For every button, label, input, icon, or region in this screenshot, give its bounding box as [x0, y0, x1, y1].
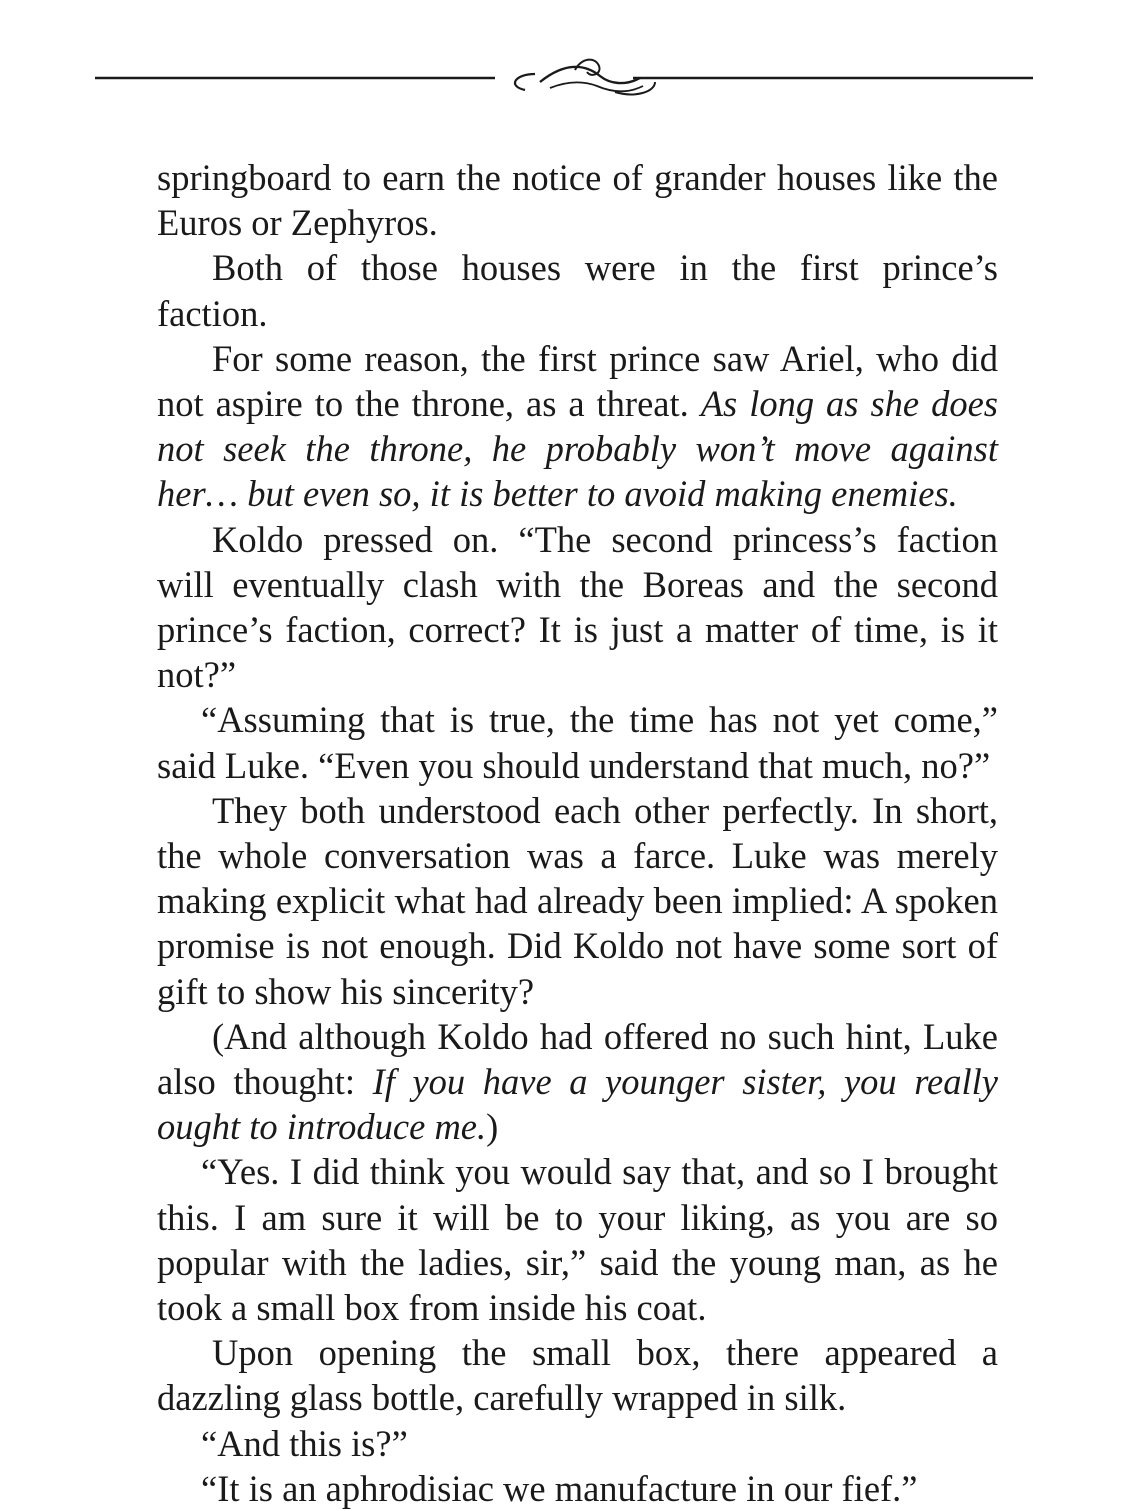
paragraph-text: “Yes. I did think you would say that, and so I brought this. I am sure it will be to your liking, as you are so popular with the ladies, sir,” said the young man, as he took a small box from inside his coat. — [157, 1151, 998, 1329]
paragraph — [157, 517, 998, 698]
paragraph-text: “It is an aphrodisiac we manufacture in our fief.” — [201, 1467, 918, 1509]
italic-thought: As long as she does not seek the throne, he probably won’t move against her… but even so, it is better to avoid making enemies. — [157, 383, 998, 515]
ornamental-divider — [95, 52, 1033, 104]
paragraph-text: springboard to earn the notice of grander houses like the Euros or Zephyros. — [157, 157, 998, 244]
paragraph-text: They both understood each other perfectly. In short, the whole conversation was a farce. Luke was merely making explicit what had already been implied: A spoken promise is not enough. Did Koldo not have some sort of gift to show his sincerity? — [157, 789, 998, 1012]
paragraph-text: (And although Koldo had offered no such hint, Luke also thought: — [157, 1015, 998, 1103]
paragraph — [157, 788, 998, 1014]
italic-thought: If you have a younger sister, you really ought to introduce me. — [157, 1061, 998, 1148]
paragraph-text: Upon opening the small box, there appeared a dazzling glass bottle, carefully wrapped in silk. — [157, 1332, 998, 1419]
paragraph — [157, 1466, 998, 1511]
paragraph — [157, 1330, 998, 1420]
paragraph — [157, 155, 998, 245]
paragraph-text: For some reason, the first prince saw Ariel, who did not aspire to the throne, as a threat. — [157, 337, 998, 425]
paragraph-text: “And this is?” — [201, 1422, 408, 1464]
body-text — [157, 155, 998, 1511]
paragraph — [157, 336, 998, 517]
paragraph-text: ) — [486, 1106, 499, 1148]
paragraph — [157, 1014, 998, 1150]
paragraph-text: Koldo pressed on. “The second princess’s faction will eventually clash with the Boreas and the second prince’s faction, correct? It is just a matter of time, is it not?” — [157, 518, 998, 696]
paragraph-text: Both of those houses were in the first prince’s faction. — [157, 247, 998, 334]
paragraph — [157, 697, 998, 787]
paragraph — [157, 245, 998, 335]
paragraph — [157, 1421, 998, 1466]
paragraph — [157, 1149, 998, 1330]
paragraph-text: “Assuming that is true, the time has not yet come,” said Luke. “Even you should understand that much, no?” — [157, 699, 998, 786]
